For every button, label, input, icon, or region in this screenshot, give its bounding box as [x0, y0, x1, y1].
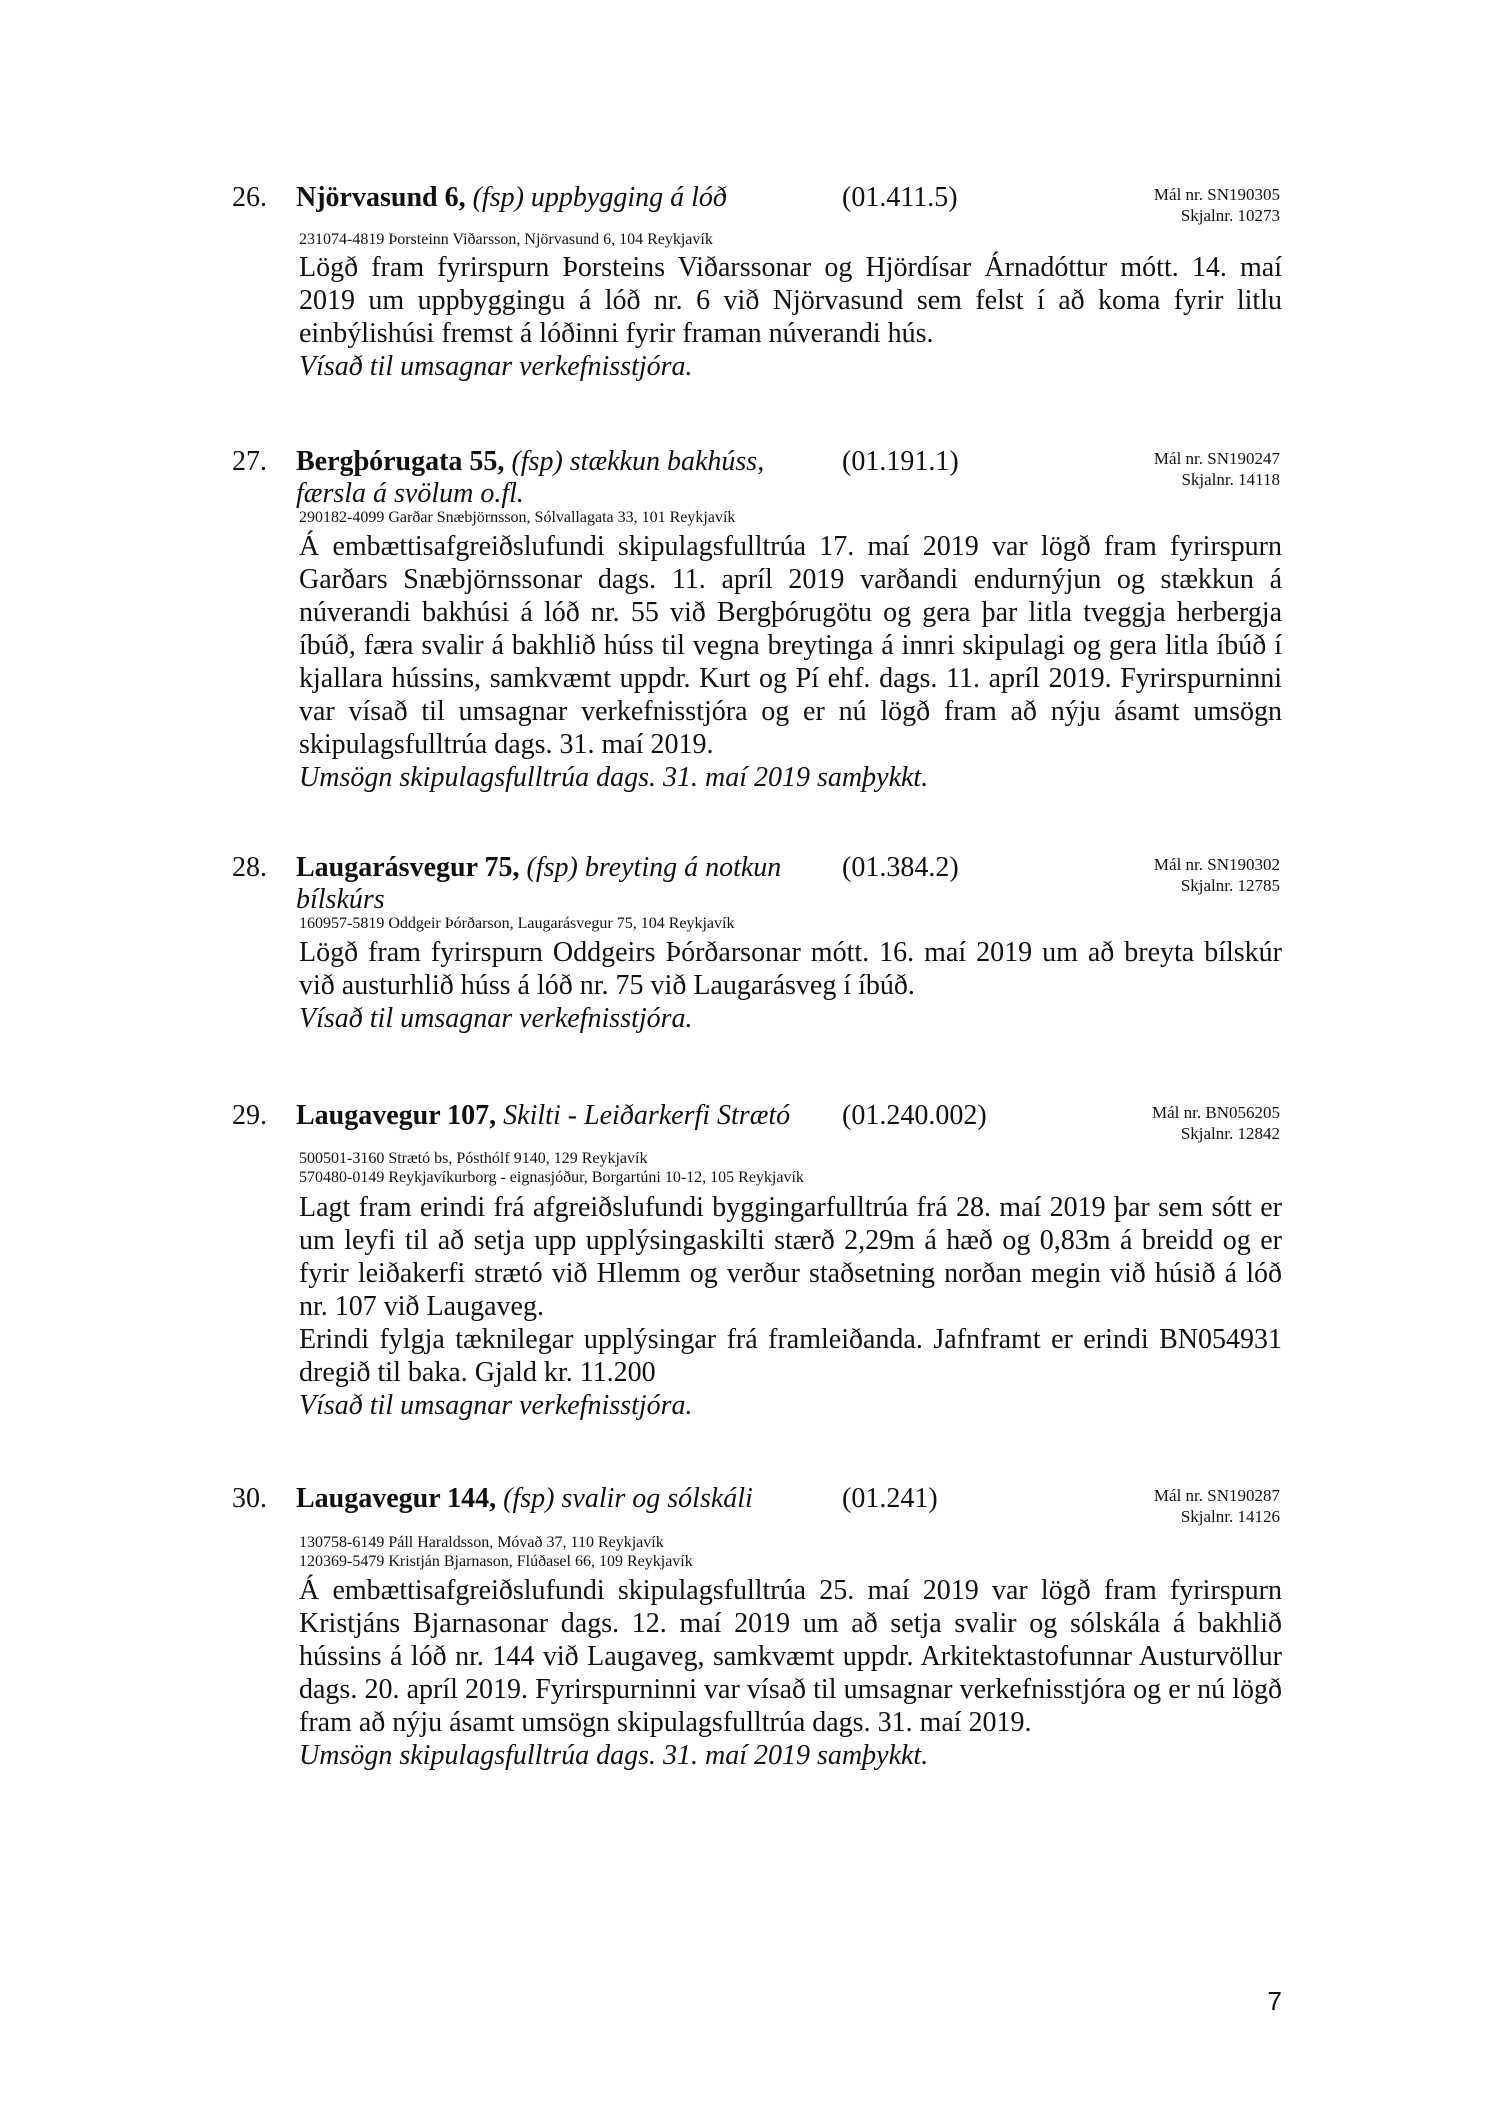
item-body	[299, 530, 1282, 794]
mal-nr: Mál nr. SN190302	[1153, 855, 1280, 874]
item-paragraph: Lagt fram erindi frá afgreiðslufundi byggingarfulltrúa frá 28. maí 2019 þar sem sótt er um leyfi til að setja upp upplýsingaskilti stærð 2,29m á hæð og 0,83m á breidd og er fyrir leiðakerfi strætó við Hlemm og verður staðsetning norðan megin við húsið á lóð nr. 107 við Laugaveg.	[299, 1192, 1282, 1322]
item-subject: (fsp) uppbygging á lóð	[472, 182, 727, 213]
owner-line: 120369-5479 Kristján Bjarnason, Flúðasel 66, 109 Reykjavík	[299, 1553, 693, 1570]
item-address: Laugarásvegur 75,	[296, 852, 520, 883]
item-subject: (fsp) stækkun bakhúss, færsla á svölum o.fl.	[296, 446, 765, 509]
owner-line: 130758-6149 Páll Haraldsson, Móvað 37, 110 Reykjavík	[299, 1534, 664, 1551]
item-land-code: (01.241)	[842, 1483, 938, 1514]
item-body	[299, 936, 1282, 1035]
owner-line: 500501-3160 Strætó bs, Pósthólf 9140, 129 Reykjavík	[299, 1150, 648, 1167]
item-land-code: (01.240.002)	[842, 1100, 987, 1131]
item-verdict: Umsögn skipulagsfulltrúa dags. 31. maí 2019 samþykkt.	[299, 762, 929, 793]
item-address: Bergþórugata 55,	[296, 446, 505, 477]
owners-list	[299, 914, 734, 933]
item-number: 30.	[232, 1483, 267, 1514]
item-paragraph: Lögð fram fyrirspurn Þorsteins Viðarssonar og Hjördísar Árnadóttur mótt. 14. maí 2019 um uppbyggingu á lóð nr. 6 við Njörvasund sem felst í að koma fyrir litlu einbýlishúsi fremst á lóðinni fyrir framan núverandi hús.	[299, 252, 1282, 349]
owner-line: 231074-4819 Þorsteinn Viðarsson, Njörvasund 6, 104 Reykjavík	[299, 231, 713, 248]
mal-nr: Mál nr. BN056205	[1152, 1103, 1280, 1122]
skjal-nr: Skjalnr. 12842	[1180, 1124, 1280, 1143]
item-number: 29.	[232, 1100, 267, 1131]
mal-nr: Mál nr. SN190287	[1153, 1486, 1280, 1505]
item-land-code: (01.384.2)	[842, 852, 959, 883]
owner-line: 160957-5819 Oddgeir Þórðarson, Laugarásvegur 75, 104 Reykjavík	[299, 915, 735, 932]
item-verdict: Umsögn skipulagsfulltrúa dags. 31. maí 2019 samþykkt.	[299, 1740, 929, 1771]
case-numbers	[1060, 448, 1280, 490]
item-verdict: Vísað til umsagnar verkefnisstjóra.	[299, 1390, 693, 1421]
item-title	[296, 852, 796, 916]
item-paragraph: Á embættisafgreiðslufundi skipulagsfulltrúa 17. maí 2019 var lögð fram fyrirspurn Garðars Snæbjörnssonar dags. 11. apríl 2019 varðandi endurnýjun og stækkun á núverandi bakhúsi á lóð nr. 55 við Bergþórugötu og gera þar litla tveggja herbergja íbúð, færa svalir á bakhlið húss til vegna breytinga á innri skipulagi og gera litla íbúð í kjallara hússins, samkvæmt uppdr. Kurt og Pí ehf. dags. 11. apríl 2019. Fyrirspurninni var vísað til umsagnar verkefnisstjóra og er nú lögð fram að nýju ásamt umsögn skipulagsfulltrúa dags. 31. maí 2019.	[299, 531, 1282, 760]
item-paragraph: Á embættisafgreiðslufundi skipulagsfulltrúa 25. maí 2019 var lögð fram fyrirspurn Kristjáns Bjarnasonar dags. 12. maí 2019 um að setja svalir og sólskála á bakhlið hússins á lóð nr. 144 við Laugaveg, samkvæmt uppdr. Arkitektastofunnar Austurvöllur dags. 20. apríl 2019. Fyrirspurninni var vísað til umsagnar verkefnisstjóra og er nú lögð fram að nýju ásamt umsögn skipulagsfulltrúa dags. 31. maí 2019.	[299, 1575, 1282, 1738]
case-numbers	[1060, 1485, 1280, 1527]
item-paragraph: Erindi fylgja tæknilegar upplýsingar frá framleiðanda. Jafnframt er erindi BN054931 dregið til baka. Gjald kr. 11.200	[299, 1324, 1282, 1388]
page-number: 7	[1267, 1986, 1282, 2016]
item-body	[299, 251, 1282, 383]
item-address: Laugavegur 107,	[296, 1100, 497, 1131]
item-paragraph: Lögð fram fyrirspurn Oddgeirs Þórðarsonar mótt. 16. maí 2019 um að breyta bílskúr við austurhlið húss á lóð nr. 75 við Laugarásveg í íbúð.	[299, 937, 1282, 1001]
owner-line: 570480-0149 Reykjavíkurborg - eignasjóður, Borgartúni 10-12, 105 Reykjavík	[299, 1169, 804, 1186]
item-verdict: Vísað til umsagnar verkefnisstjóra.	[299, 1003, 693, 1034]
item-address: Njörvasund 6,	[296, 182, 466, 213]
owners-list	[299, 1149, 804, 1187]
mal-nr: Mál nr. SN190305	[1153, 185, 1280, 204]
item-address: Laugavegur 144,	[296, 1483, 497, 1514]
item-title	[296, 1100, 816, 1132]
owners-list	[299, 1533, 693, 1571]
skjal-nr: Skjalnr. 14126	[1180, 1507, 1280, 1526]
case-numbers	[1060, 184, 1280, 226]
item-title	[296, 446, 776, 510]
item-subject: (fsp) breyting á notkun bílskúrs	[296, 852, 782, 915]
case-numbers	[1060, 1102, 1280, 1144]
item-number: 28.	[232, 852, 267, 883]
skjal-nr: Skjalnr. 12785	[1180, 876, 1280, 895]
item-title	[296, 182, 816, 214]
item-title	[296, 1483, 816, 1515]
item-land-code: (01.191.1)	[842, 446, 959, 477]
item-subject: Skilti - Leiðarkerfi Strætó	[503, 1100, 791, 1131]
skjal-nr: Skjalnr. 14118	[1181, 470, 1280, 489]
item-number: 27.	[232, 446, 267, 477]
skjal-nr: Skjalnr. 10273	[1180, 206, 1280, 225]
case-numbers	[1060, 854, 1280, 896]
owner-line: 290182-4099 Garðar Snæbjörnsson, Sólvallagata 33, 101 Reykjavík	[299, 509, 736, 526]
item-body	[299, 1191, 1282, 1422]
item-number: 26.	[232, 182, 267, 213]
item-subject: (fsp) svalir og sólskáli	[503, 1483, 753, 1514]
mal-nr: Mál nr. SN190247	[1153, 449, 1280, 468]
item-body	[299, 1574, 1282, 1772]
owners-list	[299, 508, 735, 527]
item-land-code: (01.411.5)	[842, 182, 958, 213]
owners-list	[299, 230, 713, 249]
item-verdict: Vísað til umsagnar verkefnisstjóra.	[299, 351, 693, 382]
